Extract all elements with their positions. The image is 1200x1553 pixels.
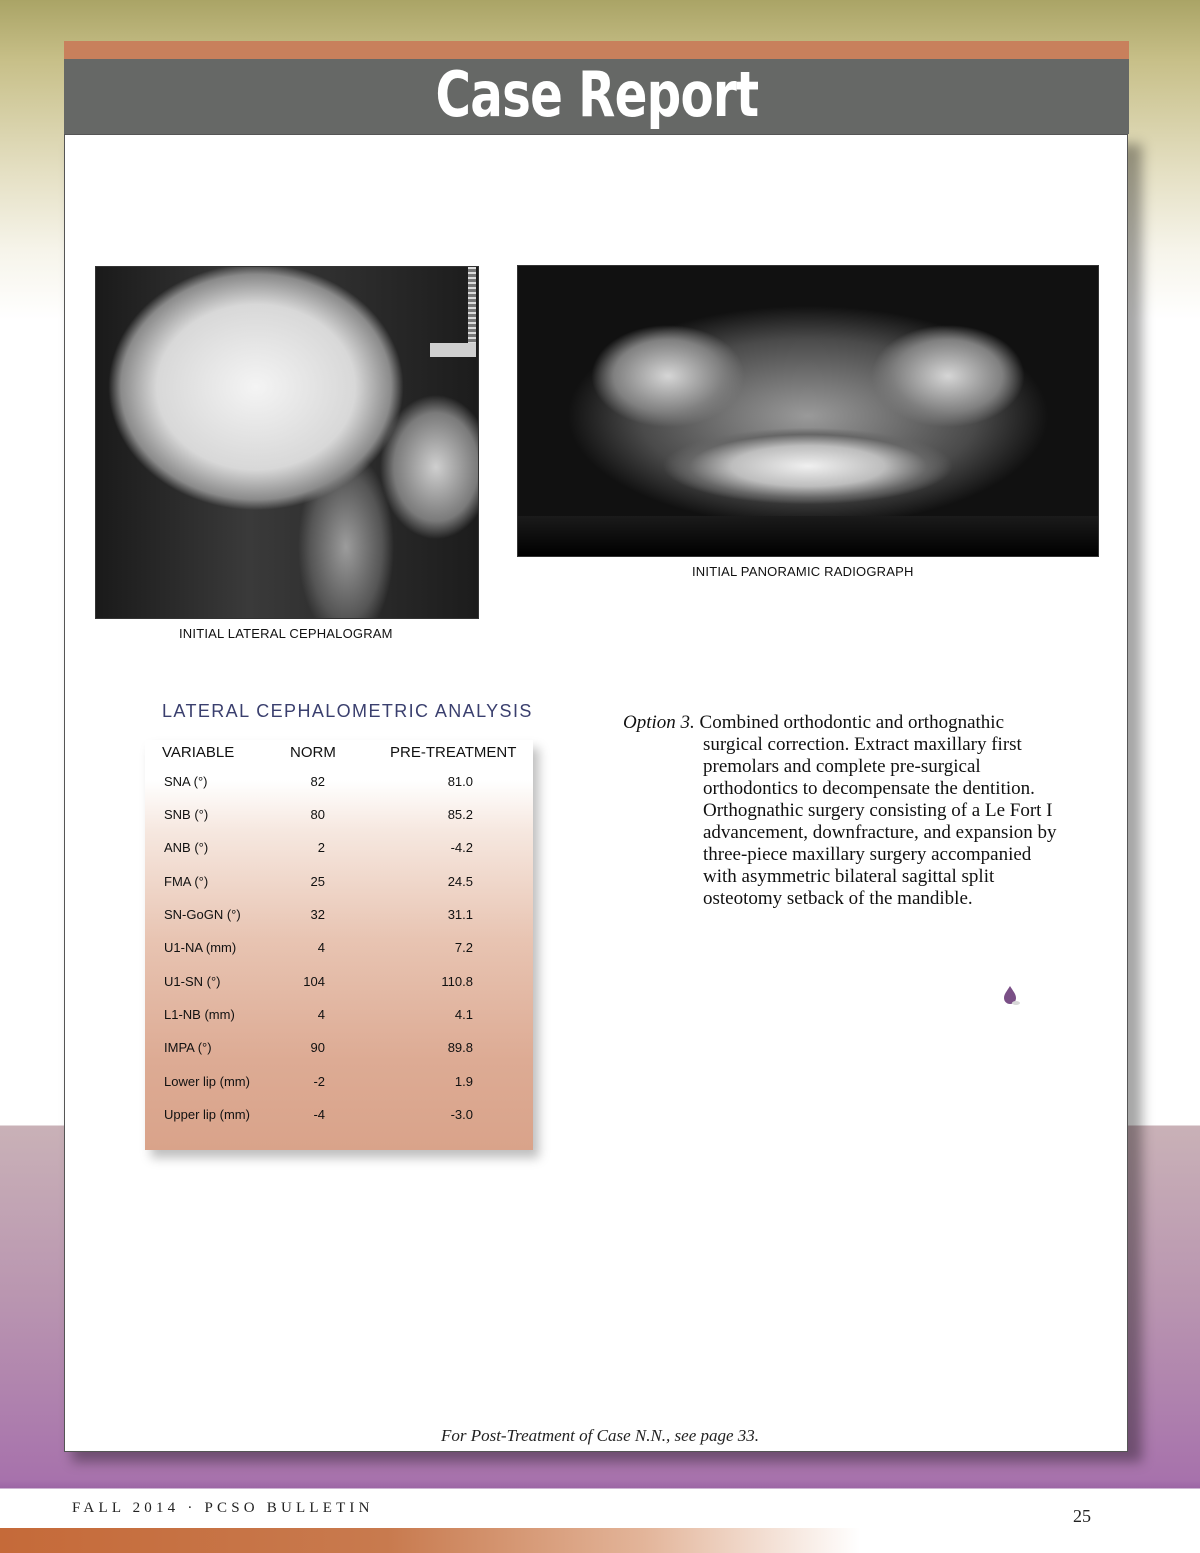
row-pre-treatment: 85.2 xyxy=(447,807,473,822)
row-norm: 25 xyxy=(310,874,325,889)
row-pre-treatment: 4.1 xyxy=(454,1007,473,1022)
table-row xyxy=(145,932,533,965)
table-row xyxy=(145,899,533,932)
row-pre-treatment: 1.9 xyxy=(454,1074,473,1089)
row-variable: IMPA (°) xyxy=(164,1040,212,1055)
table-row xyxy=(145,1066,533,1099)
row-norm: 4 xyxy=(317,940,325,955)
row-variable: FMA (°) xyxy=(164,874,209,889)
option-body: surgical correction. Extract maxillary first premolars and complete pre-surgical orthodontics to decompensate the dentition. Orthognathic surgery consisting of a Le Fort I advancement, downfracture, and expansion by three-piece maxillary surgery accompanied with asymmetric bilateral sagittal split osteotomy setback of the mandible. xyxy=(703,734,1057,909)
row-pre-treatment: -4.2 xyxy=(450,840,473,855)
row-norm: 82 xyxy=(310,774,325,789)
panoramic-radiograph-image xyxy=(517,265,1099,557)
row-variable: Upper lip (mm) xyxy=(164,1107,250,1122)
table-row xyxy=(145,799,533,832)
table-row xyxy=(145,866,533,899)
header-bar xyxy=(64,59,1129,134)
row-variable: L1-NB (mm) xyxy=(164,1007,235,1022)
row-variable: Lower lip (mm) xyxy=(164,1074,250,1089)
row-norm: -4 xyxy=(313,1107,325,1122)
table-row xyxy=(145,766,533,799)
nasion-relator xyxy=(430,343,476,357)
row-pre-treatment: 31.1 xyxy=(447,907,473,922)
table-row xyxy=(145,966,533,999)
page-title: Case Report xyxy=(435,58,758,131)
pano-caption: INITIAL PANORAMIC RADIOGRAPH xyxy=(692,564,914,579)
row-norm: 80 xyxy=(310,807,325,822)
row-norm: 2 xyxy=(317,840,325,855)
option-first-line xyxy=(623,712,1004,734)
row-norm: 104 xyxy=(303,974,325,989)
pano-base-shadow xyxy=(518,516,1098,556)
row-pre-treatment: 89.8 xyxy=(447,1040,473,1055)
analysis-title: LATERAL CEPHALOMETRIC ANALYSIS xyxy=(162,701,533,721)
option-first-text: Combined orthodontic and orthognathic xyxy=(699,712,1005,733)
row-variable: ANB (°) xyxy=(164,840,209,855)
row-variable: SNA (°) xyxy=(164,774,208,789)
drop-icon xyxy=(1000,980,1020,1006)
row-variable: SN-GoGN (°) xyxy=(164,907,241,922)
option-label: Option 3. xyxy=(623,712,695,733)
row-variable: U1-SN (°) xyxy=(164,974,221,989)
table-row xyxy=(145,1032,533,1065)
row-norm: 32 xyxy=(310,907,325,922)
row-pre-treatment: 110.8 xyxy=(441,974,473,989)
row-pre-treatment: 7.2 xyxy=(454,940,473,955)
row-pre-treatment: 81.0 xyxy=(447,774,473,789)
column-header-pre-treatment: PRE-TREATMENT xyxy=(390,744,517,761)
column-header-variable: VARIABLE xyxy=(162,744,235,761)
header-accent-band xyxy=(64,41,1129,59)
row-variable: SNB (°) xyxy=(164,807,209,822)
row-norm: -2 xyxy=(313,1074,325,1089)
row-variable: U1-NA (mm) xyxy=(164,940,237,955)
footer-publication: FALL 2014 · PCSO BULLETIN xyxy=(72,1500,374,1516)
lateral-cephalogram-image xyxy=(95,266,479,619)
table-row xyxy=(145,999,533,1032)
ceph-caption: INITIAL LATERAL CEPHALOGRAM xyxy=(179,626,393,641)
footer-stripe xyxy=(0,1528,860,1553)
table-row xyxy=(145,1099,533,1132)
row-pre-treatment: 24.5 xyxy=(447,874,473,889)
row-norm: 4 xyxy=(317,1007,325,1022)
row-norm: 90 xyxy=(310,1040,325,1055)
footer-page-number: 25 xyxy=(1073,1506,1091,1526)
row-pre-treatment: -3.0 xyxy=(450,1107,473,1122)
column-header-norm: NORM xyxy=(290,744,336,761)
footnote: For Post-Treatment of Case N.N., see page 33. xyxy=(440,1426,760,1445)
table-row xyxy=(145,832,533,865)
